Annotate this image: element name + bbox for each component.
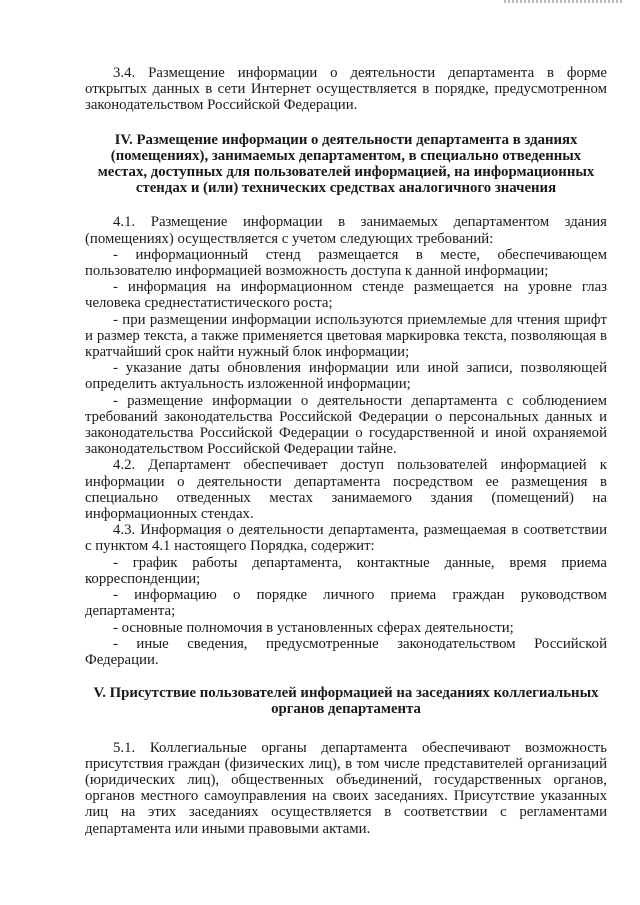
list-item: - размещение информации о деятельности департамента с соблюдением требований законодательства Российской Федерации о персональных данных и законодательства Российской Федерации о государственной и иной охраняемой законодательством Российской Федерации тайне. (85, 392, 607, 458)
paragraph-3-4: 3.4. Размещение информации о деятельности департамента в форме открытых данных в сети Интернет осуществляется в порядке, предусмотренном законодательством Российской Федерации. (85, 65, 607, 114)
list-item: - информационный стенд размещается в месте, обеспечивающем пользователю информацией возможность доступа к данной информации; (85, 246, 607, 280)
scan-edge-mark (504, 0, 622, 3)
list-item: - иные сведения, предусмотренные законодательством Российской Федерации. (85, 635, 607, 668)
section-heading-iv: IV. Размещение информации о деятельности департамента в зданиях (помещениях), занимаемых департаментом, в специально отведенных местах, доступных для пользователей информацией, на информационных стендах и (или) технических средствах аналогичного значения (97, 131, 595, 197)
paragraph-4-3-intro: 4.3. Информация о деятельности департамента, размещаемая в соответствии с пунктом 4.1 настоящего Порядка, содержит: (85, 522, 607, 555)
paragraph-4-2: 4.2. Департамент обеспечивает доступ пользователей информацией к информации о деятельности департамента посредством ее размещения в специально отведенных местах занимаемого здания (помещений) на информационных стендах. (85, 457, 607, 523)
paragraph-5-1: 5.1. Коллегиальные органы департамента обеспечивают возможность присутствия граждан (физических лиц), в том числе представителей организаций (юридических лиц), общественных объединений, государственных органов, органов местного самоуправления на своих заседаниях. Присутствие указанных лиц на этих заседаниях осуществляется в соответствии с регламентами департамента или иными правовыми актами. (85, 739, 607, 837)
section-4-3 (85, 522, 607, 668)
list-item: - график работы департамента, контактные данные, время приема корреспонденции; (85, 554, 607, 587)
list-item: - информация на информационном стенде размещается на уровне глаз человека среднестатистического роста; (85, 279, 607, 312)
list-item: - указание даты обновления информации или иной записи, позволяющей определить актуальность изложенной информации; (85, 360, 607, 393)
list-item: - основные полномочия в установленных сферах деятельности; (113, 619, 514, 636)
section-4-1 (85, 214, 607, 457)
paragraph-4-1-intro: 4.1. Размещение информации в занимаемых департаментом здания (помещениях) осуществляется с учетом следующих требований: (85, 214, 607, 247)
section-heading-v: V. Присутствие пользователей информацией на заседаниях коллегиальных органов департамента (93, 685, 599, 718)
list-item: - при размещении информации используются приемлемые для чтения шрифт и размер текста, а также применяется цветовая маркировка текста, позволяющая в кратчайший срок найти нужный блок информации; (85, 311, 607, 361)
document-page (85, 65, 607, 837)
list-item: - информацию о порядке личного приема граждан руководством департамента; (85, 587, 607, 620)
